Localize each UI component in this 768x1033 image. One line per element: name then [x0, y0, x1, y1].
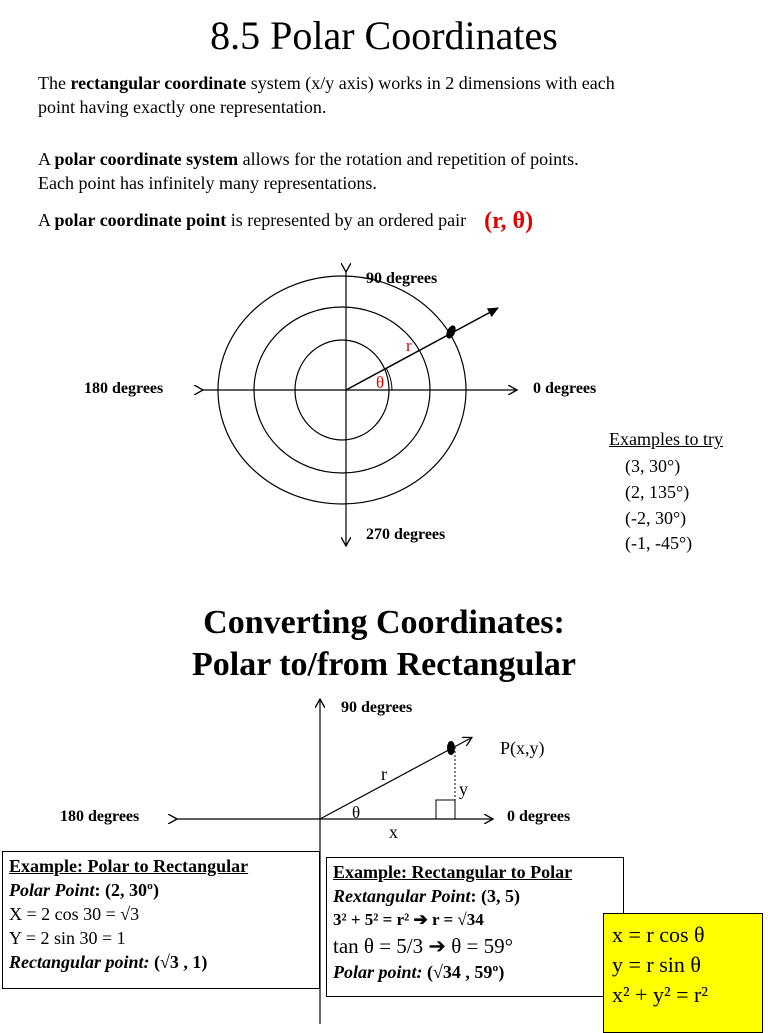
formula-box: [603, 913, 763, 1033]
polar-label-90: 90 degrees: [366, 270, 438, 287]
example-item: (-1, -45°): [625, 533, 693, 553]
polar-label-270: 270 degrees: [366, 526, 446, 543]
intro-polar-system: A polar coordinate system allows for the rotation and repetition of points. Each point has infinitely many representations.: [38, 149, 579, 193]
rect-label-180: 180 degrees: [60, 808, 140, 825]
ordered-pair: (r, θ): [484, 208, 534, 234]
polar-label-180: 180 degrees: [84, 380, 164, 397]
example-item: (-2, 30°): [625, 508, 687, 528]
formula-x: x = r cos θ: [612, 922, 705, 947]
examples-title: Examples to try: [609, 429, 723, 449]
polar-label-0: 0 degrees: [533, 380, 597, 397]
formula-y: y = r sin θ: [612, 952, 701, 977]
example-item: (2, 135°): [625, 482, 690, 502]
page-title: 8.5 Polar Coordinates: [210, 13, 558, 58]
example-rect-to-polar-box: Example: Rectangular to Polar Rextangular Point: (3, 5) 3² + 5² = r² ➔ r = √34 tan θ = 5/3 ➔ θ = 59° Polar point: (√34 , 59º): [326, 857, 624, 997]
formula-r: x² + y² = r²: [612, 982, 708, 1007]
box-left-heading: Example: Polar to Rectangular: [9, 856, 249, 876]
example-item: (3, 30°): [625, 456, 681, 476]
rect-x-label: x: [389, 822, 398, 842]
point-label: P(x,y): [500, 738, 545, 758]
intro-polar-point: A polar coordinate point is represented by an ordered pair (r, θ): [38, 208, 534, 234]
right-angle-marker: [436, 800, 455, 819]
rect-y-label: y: [459, 779, 468, 799]
box-right-heading: Example: Rectangular to Polar: [333, 862, 573, 882]
example-polar-to-rect-box: Example: Polar to Rectangular Polar Point: (2, 30º) X = 2 cos 30 = √3 Y = 2 sin 30 = 1 Rectangular point: (√3 , 1): [2, 851, 320, 989]
rect-point-dot: [447, 741, 455, 755]
intro-rectangular: The rectangular coordinate system (x/y axis) works in 2 dimensions with each point having exactly one representation.: [38, 73, 615, 117]
polar-r-label: r: [406, 336, 412, 355]
section-title: Converting Coordinates: Polar to/from Rectangular: [192, 604, 576, 683]
rect-r-label: r: [381, 764, 387, 784]
polar-theta-label: θ: [376, 373, 385, 392]
rect-theta-label: θ: [352, 803, 361, 822]
rect-label-90: 90 degrees: [341, 699, 413, 716]
rect-label-0: 0 degrees: [507, 808, 571, 825]
